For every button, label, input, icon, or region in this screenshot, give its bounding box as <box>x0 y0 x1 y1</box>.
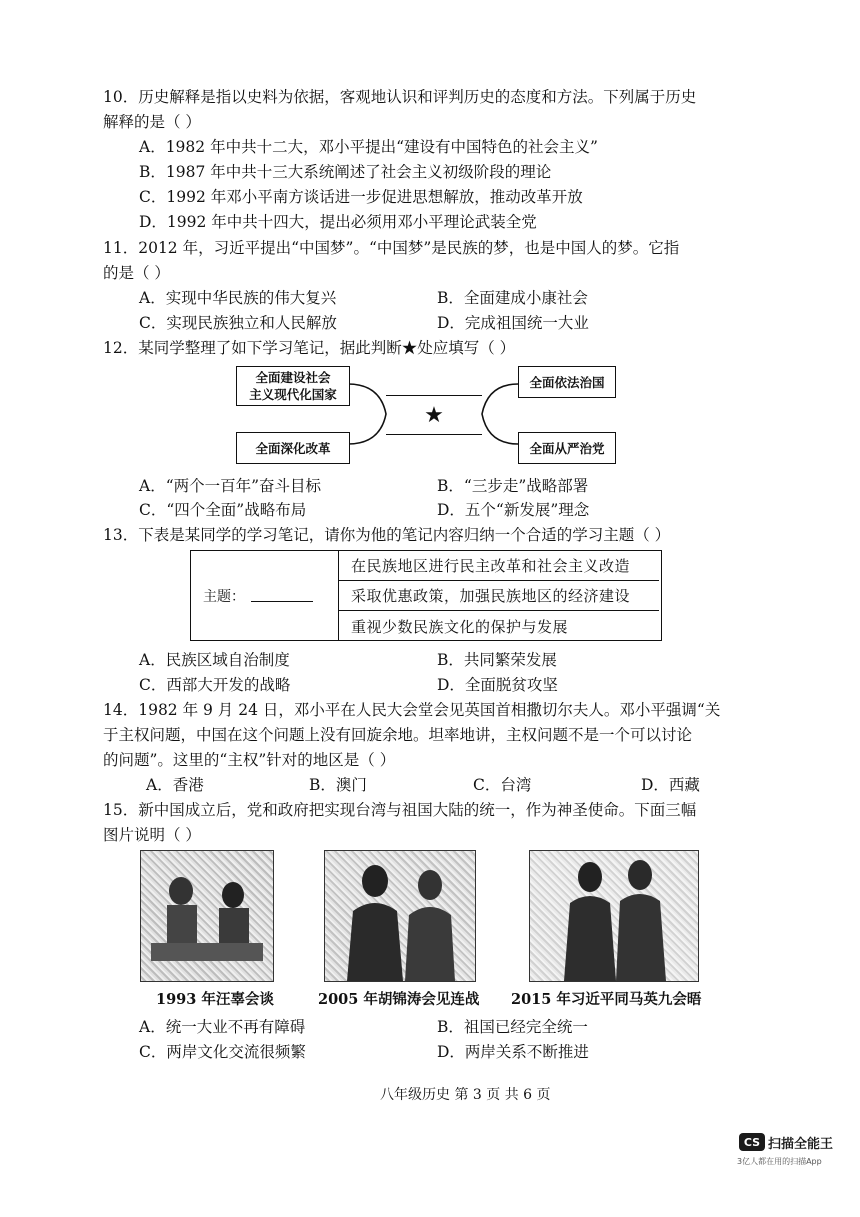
q13-note-row-3: 重视少数民族文化的保护与发展 <box>351 617 569 636</box>
star-icon: ★ <box>424 402 444 428</box>
q15-option-c: C．两岸文化交流很频繁 <box>139 1043 306 1061</box>
q10-option-a: A．1982 年中共十二大，邓小平提出“建设有中国特色的社会主义” <box>139 138 598 156</box>
q13-option-a: A．民族区域自治制度 <box>139 651 290 669</box>
q12-box-top-right: 全面依法治国 <box>518 366 616 398</box>
camscanner-tagline: 3亿人都在用的扫描App <box>737 1157 822 1166</box>
q14-stem-line2: 于主权问题，中国在这个问题上没有回旋余地。坦率地讲，主权问题不是一个可以讨论 <box>103 726 693 744</box>
q12-box-top-left <box>236 366 350 406</box>
q11-stem-line2: 的是（ ） <box>103 264 170 282</box>
q12-stem: 12．某同学整理了如下学习笔记，据此判断★处应填写（ ） <box>103 339 516 357</box>
q10-stem-line2: 解释的是（ ） <box>103 113 201 131</box>
q12-box-top-left-line1: 全面建设社会 <box>255 370 331 385</box>
q12-option-c: C．“四个全面”战略布局 <box>139 501 307 519</box>
q14-option-a: A．香港 <box>146 776 204 794</box>
q11-option-c: C．实现民族独立和人民解放 <box>139 314 337 332</box>
q11-option-d: D．完成祖国统一大业 <box>437 314 589 332</box>
q15-option-d: D．两岸关系不断推进 <box>437 1043 589 1061</box>
q10-option-c: C．1992 年邓小平南方谈话进一步促进思想解放，推动改革开放 <box>139 188 583 206</box>
q14-option-d: D．西藏 <box>641 776 700 794</box>
q11-option-a: A．实现中华民族的伟大复兴 <box>139 289 337 307</box>
photo-caption-2005: 2005 年胡锦涛会见连战 <box>318 991 480 1008</box>
q11-option-b: B．全面建成小康社会 <box>437 289 588 307</box>
photo-caption-2015: 2015 年习近平同马英九会晤 <box>511 991 702 1008</box>
photo-2005-meeting <box>324 850 476 982</box>
q13-topic-blank <box>251 589 313 602</box>
q12-box-bottom-left: 全面深化改革 <box>236 432 350 464</box>
q14-option-b: B．澳门 <box>309 776 367 794</box>
q14-stem-line3: 的问题”。这里的“主权”针对的地区是（ ） <box>103 751 396 769</box>
q14-stem-line1: 14．1982 年 9 月 24 日，邓小平在人民大会堂会见英国首相撒切尔夫人。邓小平强调“关 <box>103 701 721 719</box>
q12-box-bottom-right: 全面从严治党 <box>518 432 616 464</box>
q12-diagram <box>230 360 630 470</box>
q10-stem-line1: 10．历史解释是指以史料为依据，客观地认识和评判历史的态度和方法。下列属于历史 <box>103 88 697 106</box>
q13-note-row-2: 采取优惠政策，加强民族地区的经济建设 <box>339 581 659 611</box>
q14-option-c: C．台湾 <box>473 776 532 794</box>
q15-option-a: A．统一大业不再有障碍 <box>139 1018 306 1036</box>
q13-option-c: C．西部大开发的战略 <box>139 676 291 694</box>
q13-note-row-1: 在民族地区进行民主改革和社会主义改造 <box>339 551 659 581</box>
q12-option-a: A．“两个一百年”奋斗目标 <box>139 477 322 495</box>
camscanner-name: 扫描全能王 <box>768 1137 834 1152</box>
q10-option-b: B．1987 年中共十三大系统阐述了社会主义初级阶段的理论 <box>139 163 552 181</box>
q13-option-d: D．全面脱贫攻坚 <box>437 676 558 694</box>
q11-stem-line1: 11．2012 年，习近平提出“中国梦”。“中国梦”是民族的梦，也是中国人的梦。它指 <box>103 239 680 257</box>
q13-stem: 13．下表是某同学的学习笔记，请你为他的笔记内容归纳一个合适的学习主题（ ） <box>103 526 671 544</box>
q15-stem-line1: 15．新中国成立后，党和政府把实现台湾与祖国大陆的统一，作为神圣使命。下面三幅 <box>103 801 697 819</box>
photo-1993-talks <box>140 850 274 982</box>
q15-stem-line2: 图片说明（ ） <box>103 826 201 844</box>
q13-topic-cell <box>191 551 339 640</box>
q13-notes-table <box>190 550 662 641</box>
q15-option-b: B．祖国已经完全统一 <box>437 1018 588 1036</box>
q10-option-d: D．1992 年中共十四大，提出必须用邓小平理论武装全党 <box>139 213 537 231</box>
photo-2015-meeting <box>529 850 699 982</box>
page-footer: 八年级历史 第 3 页 共 6 页 <box>380 1087 551 1103</box>
q13-topic-label: 主题： <box>203 588 245 605</box>
camscanner-logo-icon: CS <box>739 1133 765 1151</box>
q12-option-b: B．“三步走”战略部署 <box>437 477 589 495</box>
q13-option-b: B．共同繁荣发展 <box>437 651 557 669</box>
photo-caption-1993: 1993 年汪辜会谈 <box>156 991 274 1008</box>
q12-option-d: D．五个“新发展”理念 <box>437 501 590 519</box>
q12-box-top-left-line2: 主义现代化国家 <box>249 387 337 402</box>
q12-star-box <box>386 395 482 435</box>
